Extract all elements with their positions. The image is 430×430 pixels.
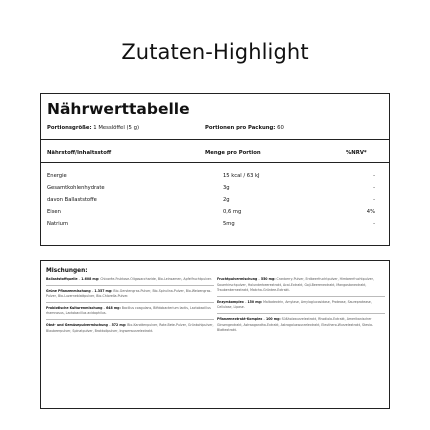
mixture-ingredients: Süßholzwurzelextrakt, Rhodiola-Extrakt, Amerikanischer Ginsengextrakt, Ashwagandha-Extrakt, Astragaluswurzelextrakt, Eleuthero-Wurzelextrakt, Stevia-Blattextrakt.	[217, 316, 374, 333]
mixture-name: Grüne Pflanzenmischung	[46, 288, 91, 293]
table-row	[41, 221, 389, 231]
col-header-nutrient: Nährstoff/Inhaltsstoff	[47, 150, 112, 156]
col-header-amount: Menge pro Portion	[205, 150, 261, 156]
portions-label: Portionen pro Packung:	[205, 125, 276, 131]
mixture-item: Grüne Pflanzenmischung – 1.357 mg: Bio-Gerstengras-Pulver, Bio-Spirulina-Pulver, Bio-Weizengras-Pulver, Bio-Luzerneblattpulver, Bio-Chlorella-Pulver.	[46, 288, 214, 303]
nutrient-amount: 2g	[223, 197, 230, 203]
nutrient-nrv: -	[373, 185, 375, 191]
col-header-nrv: %NRV*	[346, 150, 367, 156]
mixture-amount: 1.608 mg:	[81, 277, 100, 281]
nutrient-name: Natrium	[47, 221, 69, 227]
mixture-ingredients: Bio-Karottenpulver, Rote-Bete-Pulver, Grünkohlpulver, Blaubeerpulver, Spinatpulver, Brokkolipulver, Ingwerwurzelextrakt.	[46, 322, 214, 333]
nutrient-nrv: -	[373, 197, 375, 203]
mixture-item: Probiotische Kulturenmischung – 648 mg: Bacillus coagulans, Bifidobacterium lactis, Lactobacillus rhamnosus, Lactobacillus acidophilus.	[46, 305, 214, 320]
mixtures-panel	[40, 260, 390, 409]
nutrient-name: Gesamtkohlenhydrate	[47, 185, 105, 191]
mixture-name: Obst- und Gemüsepulvermischung	[46, 322, 108, 327]
mixture-name: Enzymkomplex	[217, 299, 244, 304]
portion-size-value: 1 Messlöffel (5 g)	[93, 125, 140, 131]
nutrient-name: Eisen	[47, 209, 61, 215]
mixture-amount: 648 mg:	[106, 305, 121, 310]
mixture-item: Pflanzenextrakt-Komplex – 100 mg: Süßholzwurzelextrakt, Rhodiola-Extrakt, Amerikanischer Ginsengextrakt, Ashwagandha-Extrakt, Astragaluswurzelextrakt, Eleuthero-Wurzelextrakt, Stevia-Blattextrakt.	[217, 316, 374, 333]
nutrient-amount: 5mg	[223, 221, 235, 227]
table-row	[41, 173, 389, 183]
mixture-name: Ballaststoffquelle	[46, 277, 78, 281]
table-row	[41, 197, 389, 207]
nutrient-nrv: -	[373, 221, 375, 227]
divider	[41, 162, 389, 163]
nutrient-name: Energie	[47, 173, 67, 179]
mixture-item: Ballaststoffquelle – 1.608 mg: Chicorée-Fruktose-Oligosaccharide, Bio-Leinsamen, Apfelfruchtpulver.	[46, 276, 214, 286]
table-row	[41, 209, 389, 219]
divider	[41, 139, 389, 140]
table-row	[41, 185, 389, 195]
mixture-name: Fruchtpulvermischung	[217, 277, 258, 281]
mixture-amount: 1.357 mg:	[94, 288, 113, 293]
portions-value: 60	[277, 125, 284, 131]
mixture-ingredients: Bacillus coagulans, Bifidobacterium lactis, Lactobacillus rhamnosus, Lactobacillus acidophilus.	[46, 305, 211, 316]
mixture-item: Fruchtpulvermischung – 550 mg: Cranberry-Pulver, Erdbeerfruchtpulver, Himbeerfruchtpulver, Sauerkirschpulver, Holunderbeerextrakt, Acai-Extrakt, Goji-Beerenextrakt, Mangostanextrakt, Traubenkernextrakt, Matcha-Grüntee-Extrakt.	[217, 276, 385, 297]
mixture-amount: 150 mg:	[247, 299, 263, 304]
nutrient-amount: 15 kcal / 63 kJ	[223, 173, 260, 179]
mixtures-heading: Mischungen:	[46, 268, 88, 274]
mixture-amount: 550 mg:	[260, 277, 276, 281]
nutrition-heading: Nährwerttabelle	[47, 100, 190, 118]
mixture-ingredients: Chicorée-Fruktose-Oligosaccharide, Bio-Leinsamen, Apfelfruchtpulver.	[100, 277, 212, 281]
nutrient-nrv: 4%	[366, 209, 375, 215]
nutrition-table	[40, 93, 390, 246]
mixture-ingredients: Bio-Gerstengras-Pulver, Bio-Spirulina-Pulver, Bio-Weizengras-Pulver, Bio-Luzerneblattpulver, Bio-Chlorella-Pulver.	[46, 288, 212, 299]
mixtures-column-right	[217, 276, 385, 338]
mixtures-column-left	[46, 276, 214, 338]
mixture-ingredients: Maltodextrin, Amylase, Amyloglucosidase, Protease, Saureprotease, Cellulase, Lipase.	[217, 299, 372, 310]
mixture-item: Obst- und Gemüsepulvermischung – 572 mg: Bio-Karottenpulver, Rote-Bete-Pulver, Grünkohlpulver, Blaubeerpulver, Spinatpulver, Brokkolipulver, Ingwerwurzelextrakt.	[46, 322, 214, 333]
page-title: Zutaten-Highlight	[121, 40, 309, 64]
mixture-name: Pflanzenextrakt-Komplex	[217, 316, 263, 321]
mixture-amount: 100 mg:	[265, 316, 281, 321]
portion-size	[47, 125, 139, 131]
nutrient-name: davon Ballaststoffe	[47, 197, 97, 203]
mixture-ingredients: Cranberry-Pulver, Erdbeerfruchtpulver, Himbeerfruchtpulver, Sauerkirschpulver, Holunderbeerextrakt, Acai-Extrakt, Goji-Beerenextrakt, Mangostanextrakt, Traubenkernextrakt, Matcha-Grüntee-Extrakt.	[217, 277, 374, 293]
nutrient-nrv: -	[373, 173, 375, 179]
mixture-name: Probiotische Kulturenmischung	[46, 305, 103, 310]
nutrient-amount: 0,6 mg	[223, 209, 242, 215]
portions-per-package	[205, 125, 284, 131]
mixture-item: Enzymkomplex – 150 mg: Maltodextrin, Amylase, Amyloglucosidase, Protease, Saureprotease, Cellulase, Lipase.	[217, 299, 385, 314]
portion-size-label: Portionsgröße:	[47, 125, 92, 131]
mixture-amount: 572 mg:	[111, 322, 127, 327]
nutrient-amount: 3g	[223, 185, 230, 191]
